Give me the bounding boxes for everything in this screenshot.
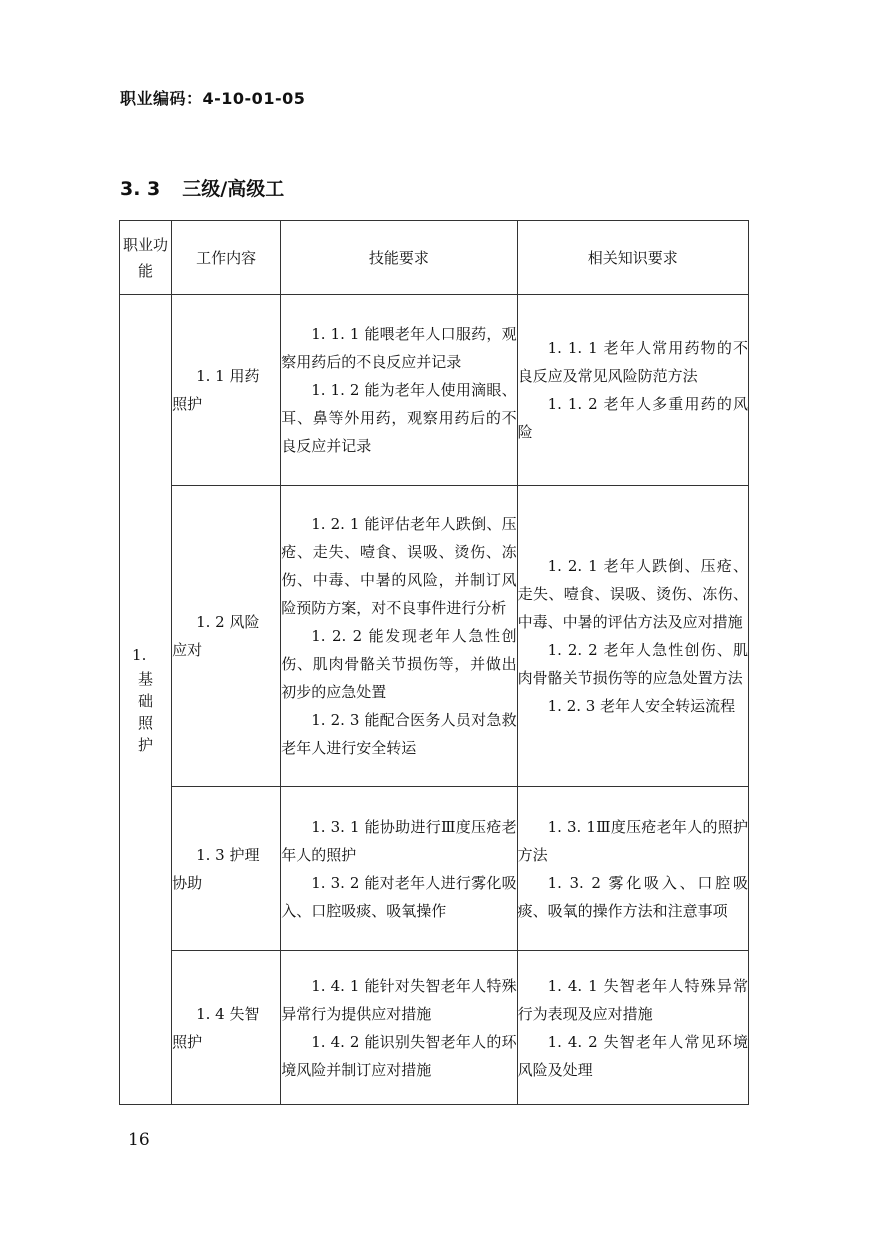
skill-item: 1. 3. 1 能协助进行Ⅲ度压疮老年人的照护 [281,817,517,864]
section-heading [120,174,284,201]
knowledge-item: 1. 4. 1 失智老年人特殊异常行为表现及应对措施 [517,976,748,1023]
table-row [120,787,749,951]
function-char: 照 [138,713,154,732]
table-header-row [120,221,749,295]
work-content-cell [172,787,281,951]
skill-cell [281,295,517,486]
work-line: 照护 [172,1032,203,1051]
table-row [120,486,749,787]
header-skill-requirements: 技能要求 [281,221,517,295]
header-knowledge-requirements: 相关知识要求 [517,221,748,295]
work-content-cell [172,951,281,1105]
knowledge-cell [517,295,748,486]
work-line: 协助 [172,873,203,892]
knowledge-item: 1. 3. 1Ⅲ度压疮老年人的照护方法 [517,817,748,864]
section-number: 3. 3 [120,178,161,200]
knowledge-cell [517,486,748,787]
job-code: 职业编码：4-10-01-05 [120,89,306,108]
knowledge-item: 1. 2. 3 老年人安全转运流程 [547,697,736,715]
header-work-content: 工作内容 [172,221,281,295]
skill-item: 1. 1. 2 能为老年人使用滴眼、耳、鼻等外用药，观察用药后的不良反应并记录 [281,381,517,455]
table-row [120,295,749,486]
skill-item: 1. 4. 1 能针对失智老年人特殊异常行为提供应对措施 [281,976,517,1023]
section-title: 三级/高级工 [182,178,285,200]
knowledge-item: 1. 4. 2 失智老年人常见环境风险及处理 [517,1032,748,1079]
skill-item: 1. 2. 3 能配合医务人员对急救老年人进行安全转运 [281,711,517,757]
skill-item: 1. 2. 1 能评估老年人跌倒、压疮、走失、噎食、误吸、烫伤、冻伤、中毒、中暑的风险，并制订风险预防方案，对不良事件进行分析 [281,515,517,617]
header-function: 职业功能 [120,221,172,295]
page-number: 16 [128,1130,150,1150]
function-char: 护 [138,735,154,754]
skill-item: 1. 1. 1 能喂老年人口服药，观察用药后的不良反应并记录 [281,325,517,371]
function-char: 础 [138,691,154,710]
work-line: 1. 4 失智 [196,1004,260,1023]
work-content-cell [172,486,281,787]
skill-cell [281,787,517,951]
knowledge-item: 1. 1. 2 老年人多重用药的风险 [517,395,748,441]
skill-cell [281,951,517,1105]
function-char: 基 [138,669,154,688]
work-line: 1. 3 护理 [196,845,260,864]
knowledge-item: 1. 2. 2 老年人急性创伤、肌肉骨骼关节损伤等的应急处置方法 [517,641,748,687]
work-line: 照护 [172,395,203,413]
work-content-cell [172,295,281,486]
knowledge-cell [517,787,748,951]
knowledge-item: 1. 2. 1 老年人跌倒、压疮、走失、噎食、误吸、烫伤、冻伤、中毒、中暑的评估方法及应对措施 [517,557,748,631]
work-line: 应对 [172,641,203,659]
work-line: 1. 1 用药 [196,367,260,385]
knowledge-item: 1. 3. 2 雾化吸入、口腔吸痰、吸氧的操作方法和注意事项 [517,873,748,920]
function-cell [120,295,172,1105]
knowledge-item: 1. 1. 1 老年人常用药物的不良反应及常见风险防范方法 [517,339,748,385]
skills-standard-table [119,220,749,1105]
skill-item: 1. 4. 2 能识别失智老年人的环境风险并制订应对措施 [281,1032,517,1079]
knowledge-cell [517,951,748,1105]
skill-item: 1. 2. 2 能发现老年人急性创伤、肌肉骨骼关节损伤等，并做出初步的应急处置 [281,627,517,701]
work-line: 1. 2 风险 [196,613,260,631]
skill-item: 1. 3. 2 能对老年人进行雾化吸入、口腔吸痰、吸氧操作 [281,873,517,920]
function-number: 1. [132,645,147,664]
table-row [120,951,749,1105]
skill-cell [281,486,517,787]
